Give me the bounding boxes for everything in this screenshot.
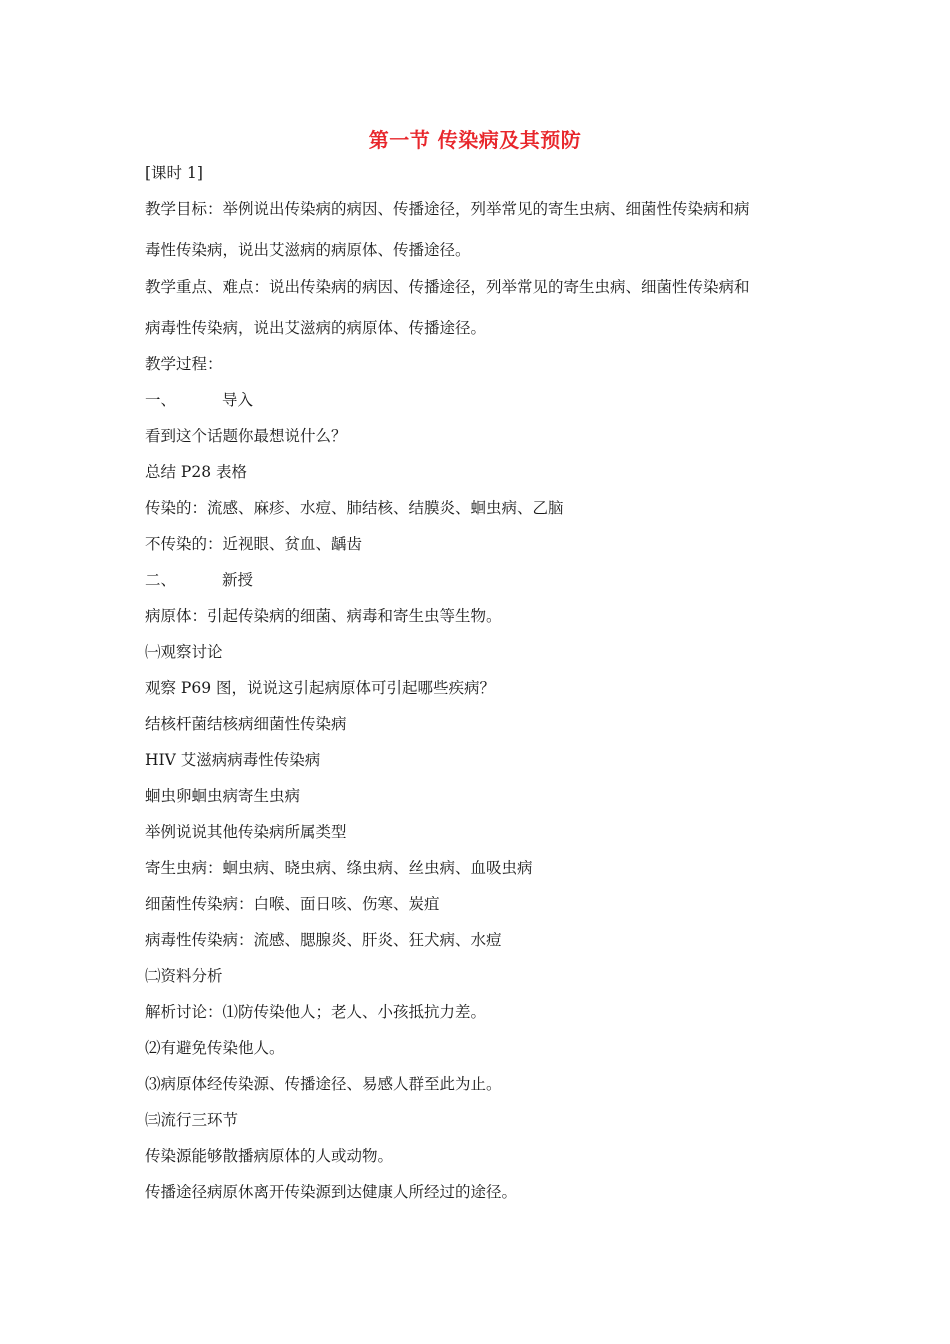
section-number: 一、 <box>145 391 177 409</box>
teaching-focus-line-1: 教学重点、难点：说出传染病的病因、传播途径，列举常见的寄生虫病、细菌性传染病和 <box>145 278 750 296</box>
pathogen-definition: 病原体：引起传染病的细菌、病毒和寄生虫等生物。 <box>145 607 502 625</box>
infectious-list: 传染的：流感、麻疹、水痘、肺结核、结膜炎、蛔虫病、乙脑 <box>145 499 564 517</box>
teaching-goals-line-2: 毒性传染病，说出艾滋病的病原体、传播途径。 <box>145 241 471 259</box>
subsection-heading-3: ㈢流行三环节 <box>145 1111 239 1129</box>
observe-prompt: 观察 P69 图，说说这引起病原体可引起哪些疾病？ <box>145 679 496 697</box>
infection-source-definition: 传染源能够散播病原体的人或动物。 <box>145 1147 394 1165</box>
example-line-3: 蛔虫卵蛔虫病寄生虫病 <box>145 787 301 805</box>
example-line-2: HIV 艾滋病病毒性传染病 <box>145 751 321 769</box>
lesson-label: [课时 1] <box>145 164 203 182</box>
noninfectious-list: 不传染的：近视眼、贫血、龋齿 <box>145 535 363 553</box>
section-heading-2 <box>145 570 253 590</box>
summary-line: 总结 P28 表格 <box>145 463 248 481</box>
analysis-line-3: ⑶病原体经传染源、传播途径、易感人群至此为止。 <box>145 1075 502 1093</box>
section-title: 新授 <box>222 571 254 589</box>
teaching-focus-line-2: 病毒性传染病，说出艾滋病的病原体、传播途径。 <box>145 319 487 337</box>
subsection-heading-2: ㈡资料分析 <box>145 967 223 985</box>
analysis-line-2: ⑵有避免传染他人。 <box>145 1039 285 1057</box>
page-title: 第一节 传染病及其预防 <box>368 128 582 152</box>
subsection-heading-1: ㈠观察讨论 <box>145 643 223 661</box>
section-number: 二、 <box>145 571 177 589</box>
bacterial-list: 细菌性传染病：白喉、面日咳、伤寒、炭疽 <box>145 895 440 913</box>
transmission-route-definition: 传播途径病原休离开传染源到达健康人所经过的途径。 <box>145 1183 518 1201</box>
example-line-4: 举例说说其他传染病所属类型 <box>145 823 347 841</box>
viral-list: 病毒性传染病：流感、腮腺炎、肝炎、狂犬病、水痘 <box>145 931 502 949</box>
example-line-1: 结核杆菌结核病细菌性传染病 <box>145 715 347 733</box>
teaching-goals-line-1: 教学目标：举例说出传染病的病因、传播途径，列举常见的寄生虫病、细菌性传染病和病 <box>145 200 750 218</box>
teaching-process-heading: 教学过程： <box>145 355 223 373</box>
intro-question: 看到这个话题你最想说什么？ <box>145 427 347 445</box>
section-heading-1 <box>145 390 253 410</box>
analysis-line-1: 解析讨论：⑴防传染他人；老人、小孩抵抗力差。 <box>145 1003 487 1021</box>
parasitic-list: 寄生虫病：蛔虫病、晓虫病、绦虫病、丝虫病、血吸虫病 <box>145 859 533 877</box>
section-title: 导入 <box>222 391 254 409</box>
